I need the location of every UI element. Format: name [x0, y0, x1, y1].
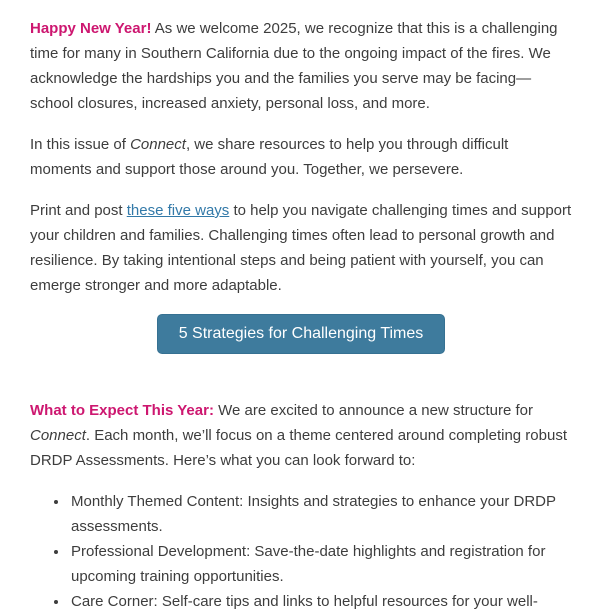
expect-text-before: We are excited to announce a new structure for	[213, 402, 534, 419]
list-item-professional-development: • Professional Development: Save-the-date highlights and registration for upcoming training opportunities.	[69, 539, 572, 589]
greeting-heading: Happy New Year!	[30, 20, 152, 37]
publication-name: Connect	[130, 136, 186, 153]
issue-text-after: , we share resources to help you through difficult moments and support those around you. Together, we persevere.	[30, 136, 509, 178]
print-text-before: Print and post	[30, 202, 127, 219]
print-paragraph	[30, 198, 572, 298]
issue-paragraph	[30, 132, 572, 182]
list-item-care-corner: • Care Corner: Self-care tips and links to helpful resources for your well-	[69, 589, 572, 614]
strategies-cta-button[interactable]: 5 Strategies for Challenging Times	[157, 314, 446, 354]
greeting-text: As we welcome 2025, we recognize that this is a challenging time for many in Southern California due to the ongoing impact of the fires. We acknowledge the hardships you and the families you serve may be facing—school closures, increased anxiety, personal loss, and more.	[30, 20, 558, 112]
expect-heading: What to Expect This Year:	[30, 402, 214, 419]
five-ways-link[interactable]: these five ways	[126, 202, 230, 219]
expectations-list	[30, 489, 572, 614]
greeting-paragraph	[30, 16, 572, 116]
publication-name: Connect	[30, 427, 86, 444]
cta-button-container	[30, 314, 572, 354]
expect-paragraph	[30, 398, 572, 473]
list-item-monthly-themed-content: • Monthly Themed Content: Insights and strategies to enhance your DRDP assessments.	[69, 489, 572, 539]
issue-text-before: In this issue of	[30, 136, 131, 153]
print-text-after: to help you navigate challenging times and support your children and families. Challenging times often lead to personal growth and resilience. By taking intentional steps and being patient with yourself, you can emerge stronger and more adaptable.	[30, 202, 572, 294]
expect-text-after: . Each month, we’ll focus on a theme centered around completing robust DRDP Assessments. Here’s what you can look forward to:	[30, 427, 567, 469]
